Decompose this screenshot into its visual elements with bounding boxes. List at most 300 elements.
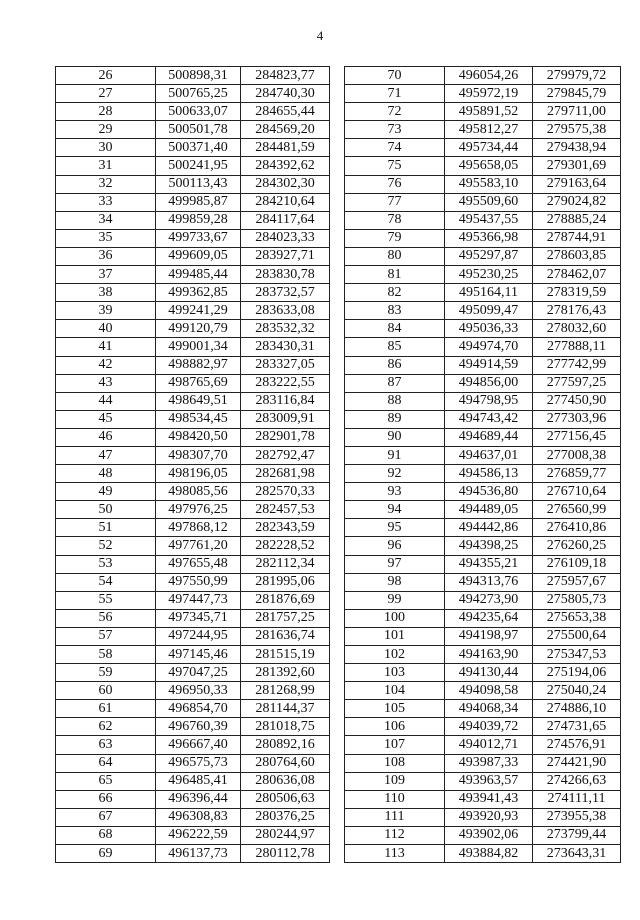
y-coordinate-cell: 281392,60 <box>241 664 330 682</box>
x-coordinate-cell: 498420,50 <box>156 428 241 446</box>
table-row <box>345 483 621 501</box>
table-row <box>345 718 621 736</box>
point-number-cell: 59 <box>56 664 156 682</box>
point-number-cell: 45 <box>56 410 156 428</box>
x-coordinate-cell: 496575,73 <box>156 754 241 772</box>
x-coordinate-cell: 496396,44 <box>156 790 241 808</box>
x-coordinate-cell: 495230,25 <box>445 266 533 284</box>
y-coordinate-cell: 278462,07 <box>533 266 621 284</box>
table-row <box>345 754 621 772</box>
x-coordinate-cell: 496054,26 <box>445 67 533 85</box>
point-number-cell: 64 <box>56 754 156 772</box>
x-coordinate-cell: 496137,73 <box>156 845 241 863</box>
y-coordinate-cell: 277156,45 <box>533 428 621 446</box>
point-number-cell: 78 <box>345 211 445 229</box>
point-number-cell: 104 <box>345 682 445 700</box>
point-number-cell: 61 <box>56 700 156 718</box>
point-number-cell: 71 <box>345 85 445 103</box>
y-coordinate-cell: 276109,18 <box>533 555 621 573</box>
table-row <box>56 573 330 591</box>
y-coordinate-cell: 283222,55 <box>241 374 330 392</box>
point-number-cell: 66 <box>56 790 156 808</box>
point-number-cell: 29 <box>56 121 156 139</box>
table-row <box>345 193 621 211</box>
point-number-cell: 88 <box>345 392 445 410</box>
x-coordinate-cell: 495734,44 <box>445 139 533 157</box>
point-number-cell: 112 <box>345 826 445 844</box>
y-coordinate-cell: 274576,91 <box>533 736 621 754</box>
table-row <box>345 790 621 808</box>
x-coordinate-cell: 494914,59 <box>445 356 533 374</box>
point-number-cell: 42 <box>56 356 156 374</box>
x-coordinate-cell: 500765,25 <box>156 85 241 103</box>
x-coordinate-cell: 493902,06 <box>445 826 533 844</box>
y-coordinate-cell: 284117,64 <box>241 211 330 229</box>
point-number-cell: 58 <box>56 646 156 664</box>
table-row <box>56 266 330 284</box>
y-coordinate-cell: 283327,05 <box>241 356 330 374</box>
x-coordinate-cell: 500501,78 <box>156 121 241 139</box>
y-coordinate-cell: 283927,71 <box>241 247 330 265</box>
y-coordinate-cell: 282901,78 <box>241 428 330 446</box>
y-coordinate-cell: 279024,82 <box>533 193 621 211</box>
point-number-cell: 56 <box>56 609 156 627</box>
point-number-cell: 49 <box>56 483 156 501</box>
point-number-cell: 110 <box>345 790 445 808</box>
y-coordinate-cell: 283732,57 <box>241 284 330 302</box>
y-coordinate-cell: 283009,91 <box>241 410 330 428</box>
x-coordinate-cell: 499241,29 <box>156 302 241 320</box>
x-coordinate-cell: 498196,05 <box>156 465 241 483</box>
y-coordinate-cell: 276260,25 <box>533 537 621 555</box>
table-row <box>345 67 621 85</box>
point-number-cell: 106 <box>345 718 445 736</box>
point-number-cell: 109 <box>345 772 445 790</box>
table-row <box>345 157 621 175</box>
point-number-cell: 28 <box>56 103 156 121</box>
x-coordinate-cell: 494798,95 <box>445 392 533 410</box>
table-row <box>56 790 330 808</box>
x-coordinate-cell: 500633,07 <box>156 103 241 121</box>
point-number-cell: 85 <box>345 338 445 356</box>
y-coordinate-cell: 277008,38 <box>533 446 621 464</box>
table-row <box>56 139 330 157</box>
coordinates-table-right <box>344 66 621 863</box>
table-row <box>56 682 330 700</box>
y-coordinate-cell: 276560,99 <box>533 501 621 519</box>
x-coordinate-cell: 499859,28 <box>156 211 241 229</box>
y-coordinate-cell: 275347,53 <box>533 646 621 664</box>
point-number-cell: 101 <box>345 627 445 645</box>
y-coordinate-cell: 282228,52 <box>241 537 330 555</box>
x-coordinate-cell: 496485,41 <box>156 772 241 790</box>
table-row <box>345 266 621 284</box>
point-number-cell: 92 <box>345 465 445 483</box>
point-number-cell: 32 <box>56 175 156 193</box>
y-coordinate-cell: 274731,65 <box>533 718 621 736</box>
point-number-cell: 76 <box>345 175 445 193</box>
y-coordinate-cell: 277742,99 <box>533 356 621 374</box>
x-coordinate-cell: 494198,97 <box>445 627 533 645</box>
x-coordinate-cell: 497868,12 <box>156 519 241 537</box>
table-row <box>56 664 330 682</box>
coordinates-table-left <box>55 66 330 863</box>
point-number-cell: 38 <box>56 284 156 302</box>
y-coordinate-cell: 284302,30 <box>241 175 330 193</box>
point-number-cell: 108 <box>345 754 445 772</box>
x-coordinate-cell: 494974,70 <box>445 338 533 356</box>
y-coordinate-cell: 281515,19 <box>241 646 330 664</box>
point-number-cell: 95 <box>345 519 445 537</box>
y-coordinate-cell: 279301,69 <box>533 157 621 175</box>
table-row <box>345 808 621 826</box>
x-coordinate-cell: 499609,05 <box>156 247 241 265</box>
point-number-cell: 91 <box>345 446 445 464</box>
point-number-cell: 34 <box>56 211 156 229</box>
point-number-cell: 97 <box>345 555 445 573</box>
page-number: 4 <box>316 28 324 43</box>
y-coordinate-cell: 283532,32 <box>241 320 330 338</box>
point-number-cell: 63 <box>56 736 156 754</box>
x-coordinate-cell: 494130,44 <box>445 664 533 682</box>
x-coordinate-cell: 496950,33 <box>156 682 241 700</box>
table-body-left <box>56 67 330 863</box>
table-row <box>345 646 621 664</box>
y-coordinate-cell: 283430,31 <box>241 338 330 356</box>
x-coordinate-cell: 500898,31 <box>156 67 241 85</box>
y-coordinate-cell: 284392,62 <box>241 157 330 175</box>
x-coordinate-cell: 495972,19 <box>445 85 533 103</box>
point-number-cell: 69 <box>56 845 156 863</box>
table-row <box>345 284 621 302</box>
table-row <box>56 320 330 338</box>
x-coordinate-cell: 496760,39 <box>156 718 241 736</box>
point-number-cell: 33 <box>56 193 156 211</box>
table-row <box>56 519 330 537</box>
table-row <box>56 465 330 483</box>
point-number-cell: 73 <box>345 121 445 139</box>
y-coordinate-cell: 279711,00 <box>533 103 621 121</box>
table-row <box>56 103 330 121</box>
x-coordinate-cell: 499985,87 <box>156 193 241 211</box>
table-row <box>56 302 330 320</box>
x-coordinate-cell: 498085,56 <box>156 483 241 501</box>
point-number-cell: 47 <box>56 446 156 464</box>
y-coordinate-cell: 278744,91 <box>533 229 621 247</box>
x-coordinate-cell: 498765,69 <box>156 374 241 392</box>
table-row <box>56 446 330 464</box>
y-coordinate-cell: 280112,78 <box>241 845 330 863</box>
point-number-cell: 43 <box>56 374 156 392</box>
x-coordinate-cell: 494355,21 <box>445 555 533 573</box>
table-row <box>345 139 621 157</box>
point-number-cell: 89 <box>345 410 445 428</box>
table-row <box>56 808 330 826</box>
y-coordinate-cell: 282681,98 <box>241 465 330 483</box>
y-coordinate-cell: 281018,75 <box>241 718 330 736</box>
point-number-cell: 72 <box>345 103 445 121</box>
x-coordinate-cell: 497447,73 <box>156 591 241 609</box>
y-coordinate-cell: 282792,47 <box>241 446 330 464</box>
point-number-cell: 81 <box>345 266 445 284</box>
x-coordinate-cell: 495658,05 <box>445 157 533 175</box>
y-coordinate-cell: 274421,90 <box>533 754 621 772</box>
point-number-cell: 86 <box>345 356 445 374</box>
y-coordinate-cell: 277597,25 <box>533 374 621 392</box>
x-coordinate-cell: 493884,82 <box>445 845 533 863</box>
x-coordinate-cell: 494743,42 <box>445 410 533 428</box>
y-coordinate-cell: 284569,20 <box>241 121 330 139</box>
x-coordinate-cell: 496854,70 <box>156 700 241 718</box>
y-coordinate-cell: 278319,59 <box>533 284 621 302</box>
y-coordinate-cell: 284655,44 <box>241 103 330 121</box>
x-coordinate-cell: 495099,47 <box>445 302 533 320</box>
table-row <box>345 555 621 573</box>
y-coordinate-cell: 282112,34 <box>241 555 330 573</box>
point-number-cell: 100 <box>345 609 445 627</box>
table-row <box>56 428 330 446</box>
table-row <box>56 338 330 356</box>
x-coordinate-cell: 497145,46 <box>156 646 241 664</box>
y-coordinate-cell: 277888,11 <box>533 338 621 356</box>
y-coordinate-cell: 276710,64 <box>533 483 621 501</box>
point-number-cell: 41 <box>56 338 156 356</box>
y-coordinate-cell: 281876,69 <box>241 591 330 609</box>
point-number-cell: 53 <box>56 555 156 573</box>
x-coordinate-cell: 495366,98 <box>445 229 533 247</box>
table-row <box>345 845 621 863</box>
x-coordinate-cell: 493941,43 <box>445 790 533 808</box>
x-coordinate-cell: 495509,60 <box>445 193 533 211</box>
x-coordinate-cell: 495812,27 <box>445 121 533 139</box>
x-coordinate-cell: 495297,87 <box>445 247 533 265</box>
table-row <box>56 845 330 863</box>
point-number-cell: 90 <box>345 428 445 446</box>
table-row <box>56 229 330 247</box>
table-row <box>56 211 330 229</box>
y-coordinate-cell: 280636,08 <box>241 772 330 790</box>
y-coordinate-cell: 281757,25 <box>241 609 330 627</box>
table-row <box>56 193 330 211</box>
table-row <box>56 718 330 736</box>
point-number-cell: 94 <box>345 501 445 519</box>
point-number-cell: 35 <box>56 229 156 247</box>
table-row <box>345 338 621 356</box>
point-number-cell: 50 <box>56 501 156 519</box>
point-number-cell: 99 <box>345 591 445 609</box>
table-row <box>56 826 330 844</box>
table-row <box>345 392 621 410</box>
point-number-cell: 111 <box>345 808 445 826</box>
point-number-cell: 62 <box>56 718 156 736</box>
y-coordinate-cell: 284023,33 <box>241 229 330 247</box>
table-row <box>345 374 621 392</box>
x-coordinate-cell: 494012,71 <box>445 736 533 754</box>
point-number-cell: 57 <box>56 627 156 645</box>
y-coordinate-cell: 275040,24 <box>533 682 621 700</box>
y-coordinate-cell: 281636,74 <box>241 627 330 645</box>
x-coordinate-cell: 494273,90 <box>445 591 533 609</box>
y-coordinate-cell: 282457,53 <box>241 501 330 519</box>
y-coordinate-cell: 275194,06 <box>533 664 621 682</box>
table-row <box>56 374 330 392</box>
point-number-cell: 54 <box>56 573 156 591</box>
table-row <box>56 537 330 555</box>
table-row <box>56 555 330 573</box>
y-coordinate-cell: 276859,77 <box>533 465 621 483</box>
table-row <box>345 302 621 320</box>
y-coordinate-cell: 284740,30 <box>241 85 330 103</box>
table-row <box>56 157 330 175</box>
table-row <box>345 609 621 627</box>
table-row <box>345 682 621 700</box>
y-coordinate-cell: 274266,63 <box>533 772 621 790</box>
y-coordinate-cell: 277450,90 <box>533 392 621 410</box>
y-coordinate-cell: 277303,96 <box>533 410 621 428</box>
y-coordinate-cell: 278603,85 <box>533 247 621 265</box>
x-coordinate-cell: 499120,79 <box>156 320 241 338</box>
x-coordinate-cell: 496222,59 <box>156 826 241 844</box>
x-coordinate-cell: 494313,76 <box>445 573 533 591</box>
table-row <box>345 501 621 519</box>
table-row <box>56 700 330 718</box>
y-coordinate-cell: 284481,59 <box>241 139 330 157</box>
y-coordinate-cell: 282570,33 <box>241 483 330 501</box>
table-row <box>56 392 330 410</box>
table-row <box>345 772 621 790</box>
x-coordinate-cell: 493963,57 <box>445 772 533 790</box>
y-coordinate-cell: 278032,60 <box>533 320 621 338</box>
point-number-cell: 74 <box>345 139 445 157</box>
point-number-cell: 52 <box>56 537 156 555</box>
x-coordinate-cell: 493987,33 <box>445 754 533 772</box>
point-number-cell: 44 <box>56 392 156 410</box>
point-number-cell: 60 <box>56 682 156 700</box>
x-coordinate-cell: 493920,93 <box>445 808 533 826</box>
table-row <box>56 121 330 139</box>
y-coordinate-cell: 281995,06 <box>241 573 330 591</box>
x-coordinate-cell: 499733,67 <box>156 229 241 247</box>
x-coordinate-cell: 499485,44 <box>156 266 241 284</box>
point-number-cell: 70 <box>345 67 445 85</box>
x-coordinate-cell: 494536,80 <box>445 483 533 501</box>
table-row <box>56 501 330 519</box>
y-coordinate-cell: 282343,59 <box>241 519 330 537</box>
table-row <box>345 465 621 483</box>
x-coordinate-cell: 494856,00 <box>445 374 533 392</box>
x-coordinate-cell: 494163,90 <box>445 646 533 664</box>
y-coordinate-cell: 281144,37 <box>241 700 330 718</box>
point-number-cell: 68 <box>56 826 156 844</box>
table-row <box>345 700 621 718</box>
x-coordinate-cell: 494068,34 <box>445 700 533 718</box>
x-coordinate-cell: 494489,05 <box>445 501 533 519</box>
y-coordinate-cell: 279979,72 <box>533 67 621 85</box>
table-row <box>56 646 330 664</box>
y-coordinate-cell: 275805,73 <box>533 591 621 609</box>
y-coordinate-cell: 279575,38 <box>533 121 621 139</box>
point-number-cell: 79 <box>345 229 445 247</box>
y-coordinate-cell: 284823,77 <box>241 67 330 85</box>
x-coordinate-cell: 495583,10 <box>445 175 533 193</box>
point-number-cell: 46 <box>56 428 156 446</box>
x-coordinate-cell: 497047,25 <box>156 664 241 682</box>
y-coordinate-cell: 284210,64 <box>241 193 330 211</box>
x-coordinate-cell: 497761,20 <box>156 537 241 555</box>
y-coordinate-cell: 273955,38 <box>533 808 621 826</box>
table-row <box>345 85 621 103</box>
table-row <box>56 356 330 374</box>
x-coordinate-cell: 494586,13 <box>445 465 533 483</box>
table-row <box>345 428 621 446</box>
point-number-cell: 67 <box>56 808 156 826</box>
x-coordinate-cell: 494689,44 <box>445 428 533 446</box>
x-coordinate-cell: 497655,48 <box>156 555 241 573</box>
table-row <box>345 356 621 374</box>
y-coordinate-cell: 279845,79 <box>533 85 621 103</box>
table-row <box>56 609 330 627</box>
point-number-cell: 27 <box>56 85 156 103</box>
table-body-right <box>345 67 621 863</box>
y-coordinate-cell: 280892,16 <box>241 736 330 754</box>
point-number-cell: 84 <box>345 320 445 338</box>
table-row <box>345 410 621 428</box>
table-row <box>56 591 330 609</box>
point-number-cell: 83 <box>345 302 445 320</box>
table-row <box>345 247 621 265</box>
y-coordinate-cell: 279163,64 <box>533 175 621 193</box>
x-coordinate-cell: 494442,86 <box>445 519 533 537</box>
point-number-cell: 31 <box>56 157 156 175</box>
point-number-cell: 55 <box>56 591 156 609</box>
x-coordinate-cell: 494098,58 <box>445 682 533 700</box>
y-coordinate-cell: 274886,10 <box>533 700 621 718</box>
y-coordinate-cell: 280376,25 <box>241 808 330 826</box>
x-coordinate-cell: 496308,83 <box>156 808 241 826</box>
y-coordinate-cell: 275653,38 <box>533 609 621 627</box>
point-number-cell: 30 <box>56 139 156 157</box>
x-coordinate-cell: 497550,99 <box>156 573 241 591</box>
y-coordinate-cell: 273799,44 <box>533 826 621 844</box>
x-coordinate-cell: 497976,25 <box>156 501 241 519</box>
x-coordinate-cell: 500113,43 <box>156 175 241 193</box>
y-coordinate-cell: 279438,94 <box>533 139 621 157</box>
x-coordinate-cell: 500241,95 <box>156 157 241 175</box>
x-coordinate-cell: 498307,70 <box>156 446 241 464</box>
table-row <box>345 826 621 844</box>
y-coordinate-cell: 283116,84 <box>241 392 330 410</box>
point-number-cell: 36 <box>56 247 156 265</box>
point-number-cell: 80 <box>345 247 445 265</box>
x-coordinate-cell: 499362,85 <box>156 284 241 302</box>
point-number-cell: 40 <box>56 320 156 338</box>
x-coordinate-cell: 494039,72 <box>445 718 533 736</box>
table-row <box>56 85 330 103</box>
y-coordinate-cell: 274111,11 <box>533 790 621 808</box>
y-coordinate-cell: 283830,78 <box>241 266 330 284</box>
point-number-cell: 96 <box>345 537 445 555</box>
point-number-cell: 82 <box>345 284 445 302</box>
table-row <box>345 591 621 609</box>
point-number-cell: 26 <box>56 67 156 85</box>
point-number-cell: 39 <box>56 302 156 320</box>
table-row <box>56 736 330 754</box>
x-coordinate-cell: 495891,52 <box>445 103 533 121</box>
table-row <box>345 519 621 537</box>
table-row <box>56 284 330 302</box>
point-number-cell: 113 <box>345 845 445 863</box>
table-row <box>345 736 621 754</box>
